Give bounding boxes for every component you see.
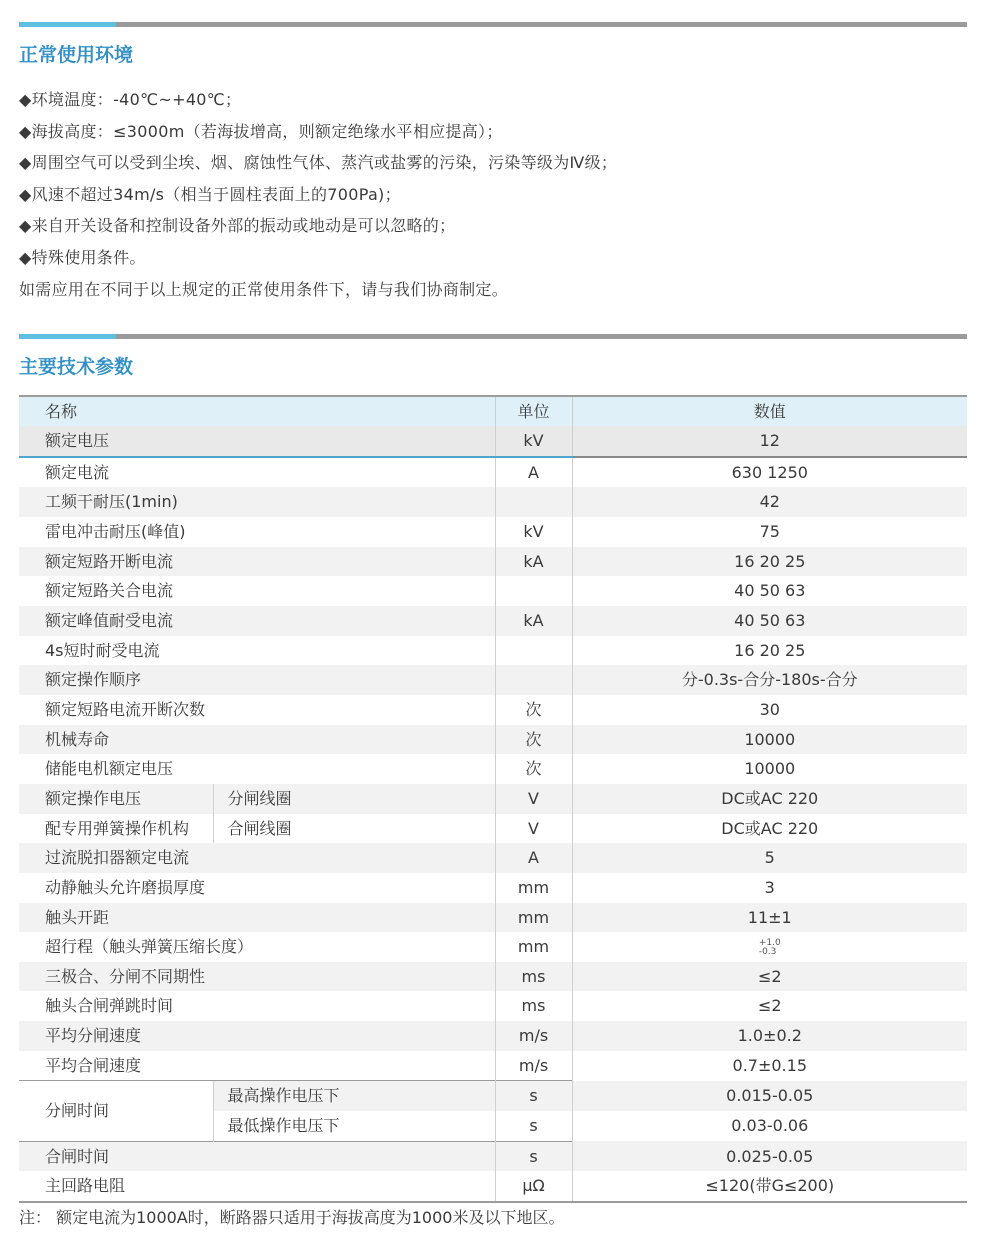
param-value: 3 — [572, 873, 967, 903]
param-name: 储能电机额定电压 — [45, 759, 174, 779]
table-row — [19, 873, 967, 903]
param-subname: 最低操作电压下 — [213, 1111, 495, 1141]
table-row — [19, 547, 967, 577]
section-divider-accent — [19, 22, 116, 27]
param-name: 平均分闸速度 — [19, 1021, 495, 1051]
param-name: 配专用弹簧操作机构 — [45, 818, 190, 838]
table-row — [19, 754, 967, 784]
param-name: 额定电流 — [45, 462, 110, 482]
param-name: 平均合闸速度 — [45, 1055, 142, 1075]
param-value: 40 50 63 — [572, 576, 967, 606]
param-unit: s — [495, 1081, 572, 1111]
param-name: 主回路电阻 — [19, 1171, 495, 1202]
param-value: 10000 — [572, 725, 967, 755]
footnote: 注： 额定电流为1000A时，断路器只适用于海拔高度为1000米及以下地区。 — [19, 1208, 565, 1227]
list-item: ◆海拔高度：≤3000m（若海拔增高，则额定绝缘水平相应提高）； — [19, 121, 503, 141]
param-value — [572, 932, 967, 962]
table-row — [19, 1141, 967, 1171]
param-name: 额定峰值耐受电流 — [19, 606, 495, 636]
param-value: 0.025-0.05 — [572, 1141, 967, 1171]
param-value: ≤120(带G≤200) — [572, 1171, 967, 1202]
section-divider — [19, 22, 967, 27]
param-value: 10000 — [572, 754, 967, 784]
table-row — [19, 695, 967, 725]
table-row — [19, 843, 967, 873]
param-unit: 次 — [495, 725, 572, 755]
param-value: 42 — [572, 487, 967, 517]
table-row — [19, 1051, 967, 1081]
param-name: 工频干耐压(1min) — [19, 487, 495, 517]
param-value: 5 — [572, 843, 967, 873]
param-name: 超行程（触头弹簧压缩长度） — [45, 937, 254, 957]
table-row — [19, 991, 967, 1021]
param-unit — [495, 636, 572, 666]
param-unit: A — [495, 843, 572, 873]
table-row — [19, 517, 967, 547]
environment-list — [19, 84, 979, 305]
param-value: 0.7±0.15 — [572, 1051, 967, 1081]
param-name: 额定操作电压 — [19, 784, 213, 814]
tolerance-value — [759, 939, 781, 957]
param-name: 雷电冲击耐压(峰值) — [45, 521, 186, 541]
list-item: ◆特殊使用条件。 — [19, 247, 146, 267]
param-unit: V — [495, 784, 572, 814]
table-row — [19, 487, 967, 517]
tolerance-lower: -0.3 — [758, 946, 777, 957]
param-unit: kA — [495, 547, 572, 577]
param-name: 额定短路电流开断次数 — [45, 699, 206, 719]
table-row — [19, 636, 967, 666]
table-row — [19, 576, 967, 606]
param-name: 分闸时间 — [19, 1081, 213, 1141]
list-item: ◆周围空气可以受到尘埃、烟、腐蚀性气体、蒸汽或盐雾的污染，污染等级为Ⅳ级； — [19, 153, 618, 173]
param-name: 额定短路开断电流 — [19, 547, 495, 577]
param-subname: 最高操作电压下 — [213, 1081, 495, 1111]
param-name: 触头合闸弹跳时间 — [45, 996, 174, 1016]
param-subname: 分闸线圈 — [213, 784, 495, 814]
param-name: 合闸时间 — [19, 1141, 495, 1171]
param-value: ≤2 — [572, 991, 967, 1021]
param-name: 额定短路关合电流 — [45, 581, 174, 601]
param-subname: 合闸线圈 — [213, 814, 495, 844]
parameters-table — [19, 395, 967, 1203]
table-row — [19, 1021, 967, 1051]
param-value: ≤2 — [572, 962, 967, 992]
param-unit: m/s — [495, 1051, 572, 1081]
table-row — [19, 665, 967, 695]
param-unit — [495, 487, 572, 517]
section-title-parameters: 主要技术参数 — [19, 356, 134, 378]
table-row — [19, 962, 967, 992]
param-unit: kV — [495, 426, 572, 457]
table-row — [19, 1081, 967, 1111]
table-row — [19, 426, 967, 457]
param-value: 1.0±0.2 — [572, 1021, 967, 1051]
param-unit: mm — [495, 873, 572, 903]
table-row — [19, 814, 967, 844]
table-row — [19, 606, 967, 636]
param-unit — [495, 576, 572, 606]
param-value: 30 — [572, 695, 967, 725]
section-title-environment: 正常使用环境 — [19, 44, 134, 66]
param-value: 12 — [572, 426, 967, 457]
param-value: DC或AC 220 — [572, 784, 967, 814]
param-unit: 次 — [495, 695, 572, 725]
param-name: 机械寿命 — [19, 725, 495, 755]
table-row — [19, 725, 967, 755]
param-unit: s — [495, 1111, 572, 1141]
param-name: 额定电压 — [19, 426, 495, 457]
param-unit: A — [495, 457, 572, 488]
section-divider — [19, 334, 967, 339]
param-unit: μΩ — [495, 1171, 572, 1202]
param-name: 4s短时耐受电流 — [45, 640, 160, 660]
header-name: 名称 — [19, 396, 495, 426]
param-unit: kV — [495, 517, 572, 547]
environment-closing-text: 如需应用在不同于以上规定的正常使用条件下，请与我们协商制定。 — [19, 279, 509, 299]
param-unit — [495, 665, 572, 695]
header-value: 数值 — [572, 396, 967, 426]
param-name: 动静触头允许磨损厚度 — [45, 877, 206, 897]
param-value: 40 50 63 — [572, 606, 967, 636]
param-value: 75 — [572, 517, 967, 547]
param-value: 16 20 25 — [572, 547, 967, 577]
table-header-row — [19, 396, 967, 426]
list-item: ◆来自开关设备和控制设备外部的振动或地动是可以忽略的； — [19, 216, 456, 236]
param-unit: mm — [495, 903, 572, 933]
table-row — [19, 903, 967, 933]
param-unit: ms — [495, 962, 572, 992]
table-row — [19, 784, 967, 814]
tolerance-upper: +1.0 — [758, 937, 781, 948]
header-unit: 单位 — [495, 396, 572, 426]
param-unit: ms — [495, 991, 572, 1021]
param-value: DC或AC 220 — [572, 814, 967, 844]
list-item: ◆风速不超过34m/s（相当于圆柱表面上的700Pa)； — [19, 184, 401, 204]
table-row — [19, 1171, 967, 1202]
param-name: 额定操作顺序 — [19, 665, 495, 695]
param-name: 过流脱扣器额定电流 — [19, 843, 495, 873]
param-value: 16 20 25 — [572, 636, 967, 666]
param-value: 0.015-0.05 — [572, 1081, 967, 1111]
param-unit: s — [495, 1141, 572, 1171]
table-row — [19, 457, 967, 488]
param-unit: 次 — [495, 754, 572, 784]
list-item: ◆环境温度：-40℃~+40℃； — [19, 90, 242, 109]
param-unit: V — [495, 814, 572, 844]
param-value: 0.03-0.06 — [572, 1111, 967, 1141]
param-unit: kA — [495, 606, 572, 636]
param-unit: m/s — [495, 1021, 572, 1051]
param-value: 630 1250 — [572, 457, 967, 488]
section-divider-accent — [19, 334, 116, 339]
table-row — [19, 932, 967, 962]
param-value: 11±1 — [572, 903, 967, 933]
param-value: 分-0.3s-合分-180s-合分 — [572, 665, 967, 695]
param-name: 触头开距 — [19, 903, 495, 933]
param-unit: mm — [495, 932, 572, 962]
param-name: 三极合、分闸不同期性 — [19, 962, 495, 992]
